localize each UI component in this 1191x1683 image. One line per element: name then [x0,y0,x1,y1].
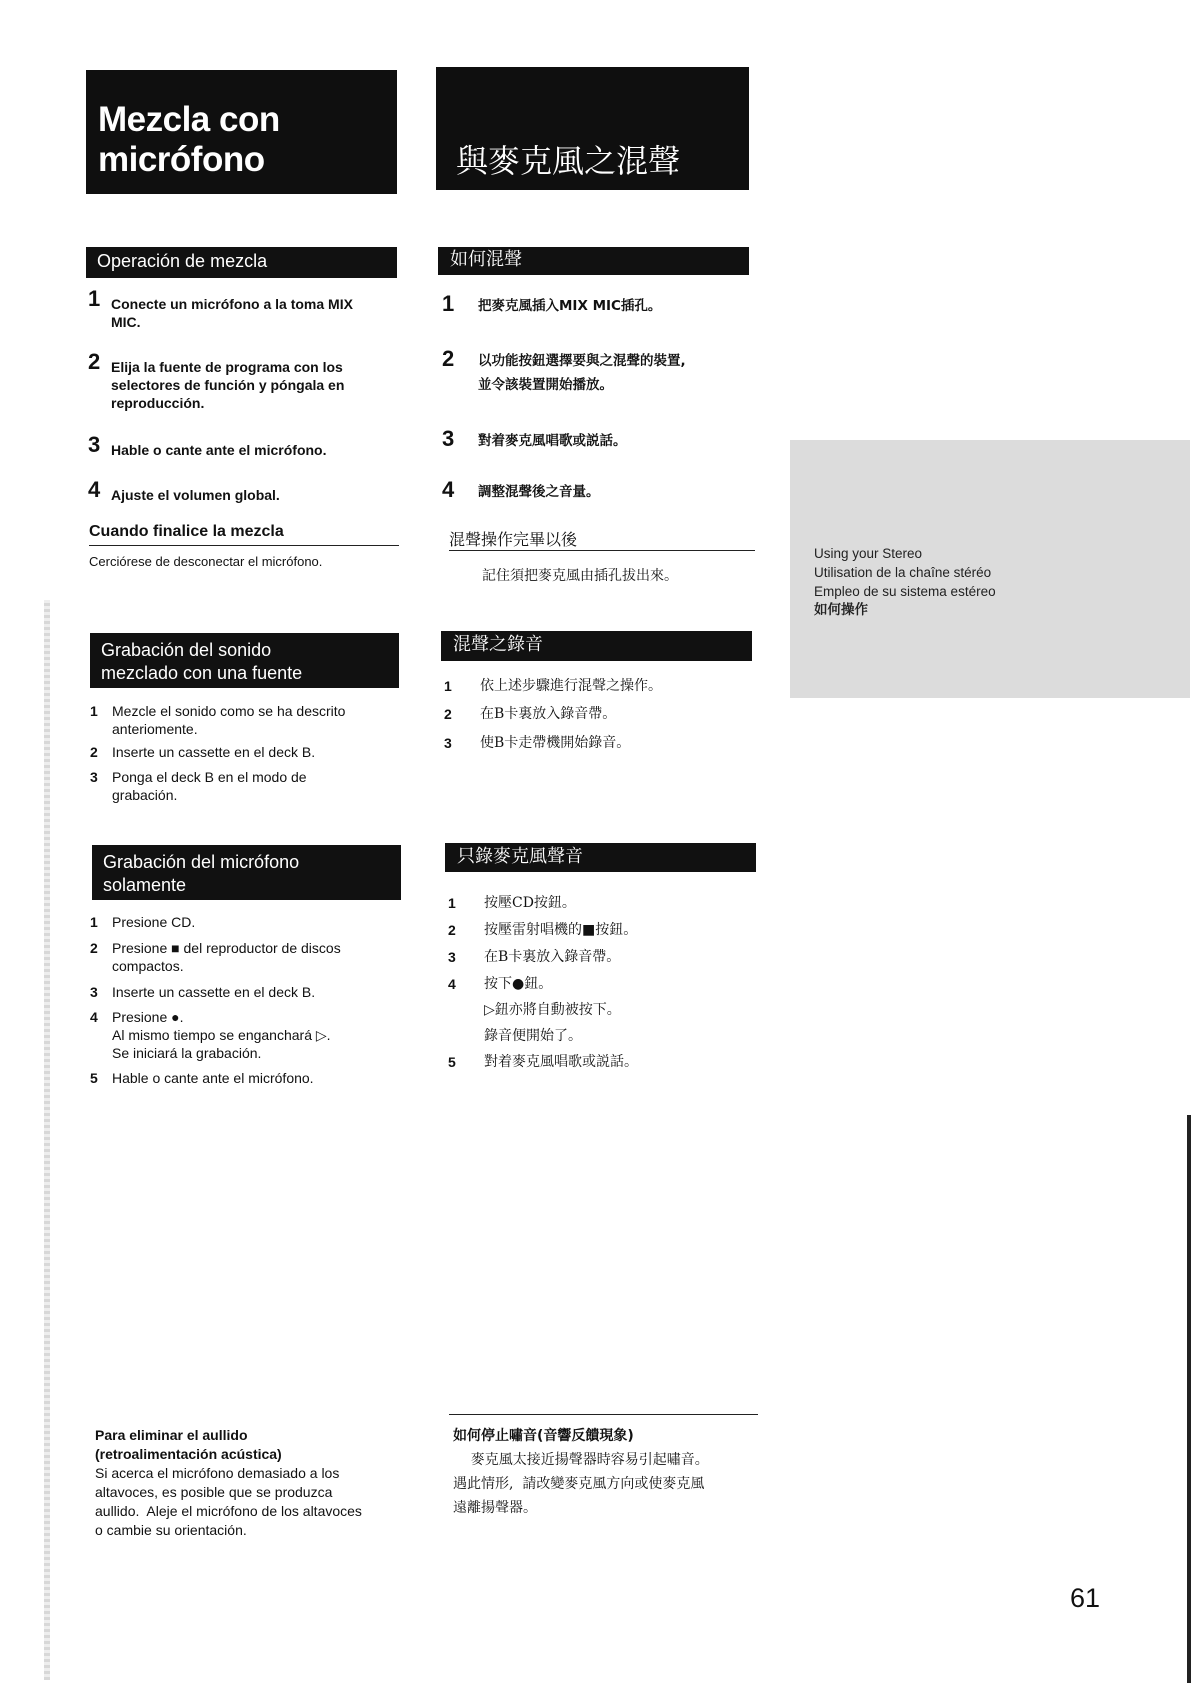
step-text-line: 把麥克風插入MIX MIC插孔。 [478,298,662,314]
page-edge-bar [1187,1115,1191,1683]
when-done-heading-es: Cuando finalice la mezcla [89,523,284,540]
title-es-line1: Mezcla con [98,100,280,139]
divider [449,1414,758,1415]
step-text-line: compactos. [112,958,184,974]
step-number: 3 [90,984,98,1000]
step-text [112,768,307,804]
step-text [112,939,341,975]
step-text-line: 按壓CD按鈕。 [484,895,576,911]
title-zh: 與麥克風之混聲 [456,142,681,180]
step-number: 1 [444,678,452,694]
rec-mixed-heading-line2-es: mezclado con una fuente [101,663,303,683]
step-number: 2 [90,744,98,760]
paragraph-line: aullido. Aleje el micrófono de los altavoces [95,1503,362,1519]
when-done-heading-zh: 混聲操作完畢以後 [449,530,578,549]
paragraph-line: Si acerca el micrófono demasiado a los [95,1465,340,1481]
paragraph-line: 遇此情形, 請改變麥克風方向或使麥克風 [453,1476,705,1492]
step-text [112,1008,331,1062]
step-number: 4 [88,477,101,502]
step-number: 3 [444,735,452,751]
step-number: 4 [90,1009,98,1025]
step-text [478,294,661,318]
rec-mic-heading-line2-es: solamente [103,875,187,895]
step-text-line: grabación. [112,787,178,803]
section-heading-rec-mixed-es [90,633,399,688]
step-text-line: Ajuste el volumen global. [111,487,280,503]
step-text [484,971,621,1049]
step-text-line: MIC. [111,314,141,330]
title-banner-es [86,70,397,194]
step-text-line: anteriomente. [112,721,198,737]
step-number: 1 [448,895,456,911]
step-text-line: 並令該裝置開始播放。 [478,377,613,393]
step-text [111,441,327,459]
paragraph-line: 麥克風太接近揚聲器時容易引起嘯音。 [453,1452,709,1468]
step-text-line: 按壓雷射唱機的■按鈕。 [484,922,638,938]
step-text-line: Inserte un cassette en el deck B. [112,744,316,760]
nav-line-1: Using your Stereo [814,546,923,561]
step-text [480,704,616,724]
howl-text-es [95,1464,362,1540]
step-number: 1 [90,914,98,930]
step-text-line: Conecte un micrófono a la toma MIX [111,296,353,312]
section-heading-rec-mixed-zh: 混聲之錄音 [441,631,752,661]
step-text-line: 在B卡裏放入錄音帶。 [480,706,617,722]
step-text-line: Hable o cante ante el micrófono. [111,442,327,458]
title-banner-zh [436,67,749,190]
step-text [111,358,344,412]
paragraph-line: o cambie su orientación. [95,1522,247,1538]
step-number: 4 [442,477,455,502]
step-text-line: Hable o cante ante el micrófono. [112,1070,314,1086]
step-number: 5 [90,1070,98,1086]
step-text-line: 錄音便開始了。 [484,1028,582,1044]
step-text-line: ▷鈕亦將自動被按下。 [484,1002,621,1018]
step-text-line: 依上述步驟進行混聲之操作。 [480,678,662,694]
step-text-line: 調整混聲後之音量。 [478,484,600,500]
step-text [484,944,620,970]
step-number: 3 [448,949,456,965]
rec-mic-heading-line1-es: Grabación del micrófono [103,852,300,872]
step-text-line: 對着麥克風唱歌或説話。 [484,1054,638,1070]
step-text [112,913,195,931]
when-done-text-zh: 記住須把麥克風由插孔拔出來。 [482,568,678,584]
when-done-text-es: Cerciórese de desconectar el micrófono. [89,554,323,569]
step-text [478,480,600,504]
page-number: 61 [1070,1583,1101,1613]
paragraph-line: altavoces, es posible que se produzca [95,1484,333,1500]
paragraph-line: 遠離揚聲器。 [453,1500,537,1516]
step-text [484,890,576,916]
step-number: 2 [88,349,101,374]
step-number: 2 [444,706,452,722]
step-text [480,676,662,696]
step-number: 4 [448,976,456,992]
step-text-line: 按下●鈕。 [484,976,553,992]
step-text-line: Ponga el deck B en el modo de [112,769,307,785]
step-text-line: Presione ■ del reproductor de discos [112,940,341,956]
step-number: 5 [448,1054,456,1070]
howl-heading-zh: 如何停止嘯音(音響反饋現象) [453,1428,634,1444]
step-number: 2 [448,922,456,938]
howl-section-zh [453,1424,709,1520]
step-text-line: Presione CD. [112,914,196,930]
step-text-line: 使B卡走帶機開始錄音。 [480,735,631,751]
step-text-line: Inserte un cassette en el deck B. [112,984,316,1000]
step-number: 3 [88,432,101,457]
step-number: 3 [442,426,455,451]
step-text-line: 以功能按鈕選擇要與之混聲的裝置, [478,353,686,369]
step-number: 2 [442,346,455,371]
step-text-line: selectores de función y póngala en [111,377,345,393]
howl-section-es [95,1426,362,1540]
section-heading-rec-mic-es [92,845,401,900]
step-text [112,983,315,1001]
step-number: 1 [442,291,455,316]
howl-heading-line2-es: (retroalimentación acústica) [95,1446,282,1462]
section-heading-mix-op-zh: 如何混聲 [438,247,749,275]
title-es-line2: micrófono [98,140,265,179]
nav-line-3: Empleo de su sistema estéreo [814,584,996,599]
step-text-line: Se iniciará la grabación. [112,1045,262,1061]
divider [449,550,755,551]
step-text [112,702,345,738]
step-text [478,429,627,453]
section-heading-rec-mic-zh: 只錄麥克風聲音 [445,843,756,872]
step-text-line: reproducción. [111,395,205,411]
step-text [484,917,637,943]
step-text-line: 對着麥克風唱歌或説話。 [478,433,627,449]
step-number: 2 [90,940,98,956]
rec-mixed-heading-line1-es: Grabación del sonido [101,640,272,660]
page-spine-shadow [44,600,50,1680]
step-text [112,1069,314,1087]
step-text-line: Mezcle el sonido como se ha descrito [112,703,346,719]
step-number: 1 [88,286,101,311]
step-text-line: Al mismo tiempo se enganchará ▷. [112,1027,331,1043]
step-text [111,486,280,504]
step-text-line: 在B卡裏放入錄音帶。 [484,949,621,965]
howl-heading-line1-es: Para eliminar el aullido [95,1427,248,1443]
nav-line-2: Utilisation de la chaîne stéréo [814,565,992,580]
step-text [112,743,315,761]
step-text-line: Elija la fuente de programa con los [111,359,343,375]
step-text-line: Presione ●. [112,1009,184,1025]
section-nav-box [790,440,1190,698]
section-heading-mix-op-es: Operación de mezcla [86,247,397,278]
nav-line-current: 如何操作 [814,602,868,618]
step-text [478,349,686,397]
step-text [480,733,630,753]
step-number: 1 [90,703,98,719]
step-text [111,295,353,331]
step-text [484,1049,638,1075]
divider [89,545,399,546]
howl-text-zh [453,1448,709,1520]
step-number: 3 [90,769,98,785]
